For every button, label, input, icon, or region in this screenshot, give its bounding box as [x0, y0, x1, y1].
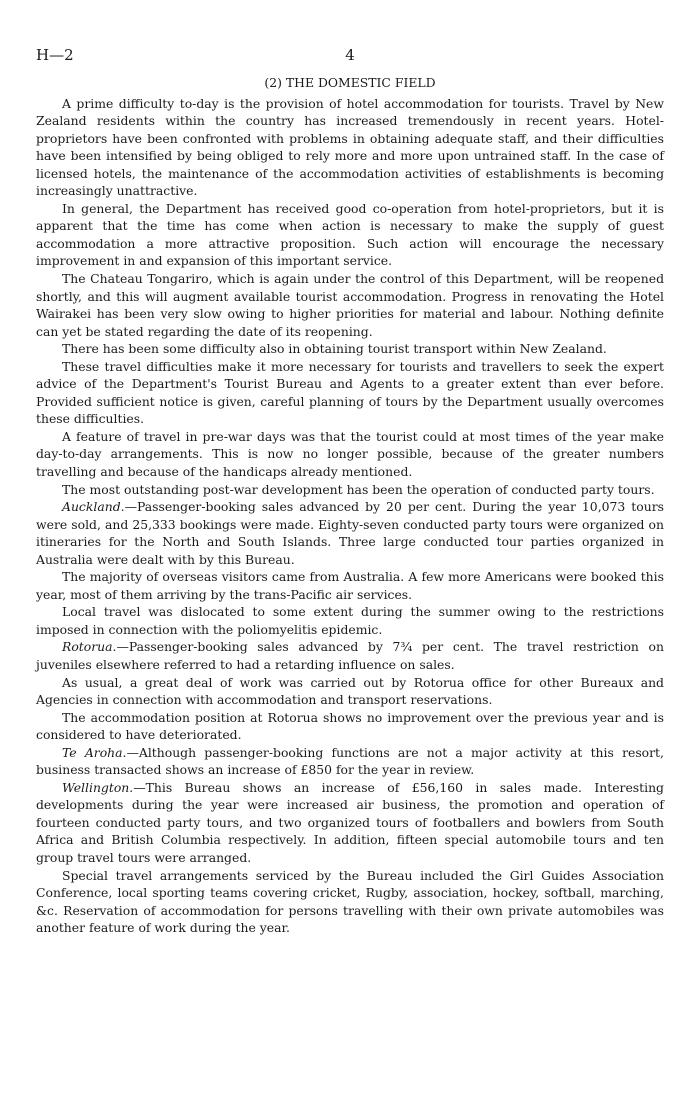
paragraph [36, 358, 664, 428]
paragraph-lead: Wellington. [62, 779, 134, 795]
paragraph [36, 95, 664, 200]
paragraph-lead: Te Aroha. [62, 744, 127, 760]
paragraph [36, 674, 664, 709]
paragraph-text: —Passenger-booking sales advanced by 20 per cent. During the year 10,073 tours were sold, and 25,333 bookings were made. Eighty-seven conducted party tours were organized on itineraries for the North and South Islands. Three large conducted tour parties organized in Australia were dealt with by this Bureau. [36, 499, 664, 567]
paragraph-text: A feature of travel in pre-war days was that the tourist could at most times of the year make day-to-day arrangements. This is now no longer possible, because of the greater numbers travelling and because of the handicaps already mentioned. [36, 428, 664, 479]
paragraph-text: Local travel was dislocated to some extent during the summer owing to the restrictions imposed in connection with the poliomyelitis epidemic. [36, 604, 664, 637]
paragraph [36, 481, 664, 499]
paragraph-lead: Auckland. [62, 499, 125, 515]
paragraph [36, 603, 664, 638]
paragraph [36, 340, 664, 358]
paragraph [36, 568, 664, 603]
paragraph [36, 867, 664, 937]
paragraph-text: The accommodation position at Rotorua shows no improvement over the previous year and is considered to have deteriorated. [36, 709, 664, 743]
paragraph-text: —Passenger-booking sales advanced by 7¾ per cent. The travel restriction on juveniles elsewhere referred to had a retarding influence on sales. [36, 639, 664, 672]
paragraph-text: In general, the Department has received good co-operation from hotel-proprietors, but it is apparent that the time has come when action is necessary to make the supply of guest accommodation a more attractive proposition. Such action will encourage the necessary improvement in and expansion of this important service. [36, 200, 664, 269]
paragraph-text: These travel difficulties make it more necessary for tourists and travellers to seek the expert advice of the Department's Tourist Bureau and Agents to a greater extent than ever before. Provided sufficient notice is given, careful planning of tours by the Department usually overcomes these difficulties. [36, 358, 664, 427]
paragraph-text: The majority of overseas visitors came from Australia. A few more Americans were booked this year, most of them arriving by the trans-Pacific air services. [36, 569, 664, 602]
page-number: 4 [345, 46, 355, 64]
paragraph [36, 638, 664, 673]
document-reference: H—2 [36, 46, 74, 64]
paragraph-text: —Although passenger-booking functions are not a major activity at this resort, business transacted shows an increase of £850 for the year in review. [36, 744, 664, 778]
paragraph [36, 744, 664, 779]
paragraph [36, 709, 664, 744]
paragraph-text: Special travel arrangements serviced by the Bureau included the Girl Guides Association Conference, local sporting teams covering cricket, Rugby, association, hockey, softball, marching, &c. Reservation of accommodation for persons travelling with their own private automobiles was another feature of work during the year. [36, 867, 664, 936]
paragraph-text: A prime difficulty to-day is the provision of hotel accommodation for tourists. Travel by New Zealand residents within the country has increased tremendously in recent years. Hotel-proprietors have been confronted with problems in obtaining adequate staff, and their difficulties have been intensified by being obliged to rely more and more upon untrained staff. In the case of licensed hotels, the maintenance of the accommodation activities of establishments is becoming increasingly unattractive. [36, 95, 664, 199]
section-title: (2) THE DOMESTIC FIELD [264, 75, 436, 90]
page-header [36, 44, 664, 66]
paragraph [36, 200, 664, 270]
paragraph-text: —This Bureau shows an increase of £56,160 in sales made. Interesting developments during the year were increased air business, the promotion and operation of fourteen conducted party tours, and two organized tours of footballers and bowlers from South Africa and British Columbia respectively. In addition, fifteen special automobile tours and ten group travel tours were arranged. [36, 779, 664, 866]
paragraph [36, 779, 664, 867]
paragraph-text: There has been some difficulty also in obtaining tourist transport within New Zealand. [62, 341, 607, 357]
paragraph-text: The most outstanding post-war development has been the operation of conducted party tours. [62, 481, 655, 497]
paragraph [36, 270, 664, 340]
paragraph [36, 428, 664, 481]
paragraph-text: As usual, a great deal of work was carried out by Rotorua office for other Bureaux and Agencies in connection with accommodation and transport reservations. [36, 674, 664, 708]
body-text [36, 95, 664, 937]
paragraph [36, 498, 664, 568]
paragraph-lead: Rotorua. [62, 639, 117, 655]
paragraph-text: The Chateau Tongariro, which is again under the control of this Department, will be reopened shortly, and this will augment available tourist accommodation. Progress in renovating the Hotel Wairakei has been very slow owing to higher priorities for material and labour. Nothing definite can yet be stated regarding the date of its reopening. [36, 270, 664, 339]
